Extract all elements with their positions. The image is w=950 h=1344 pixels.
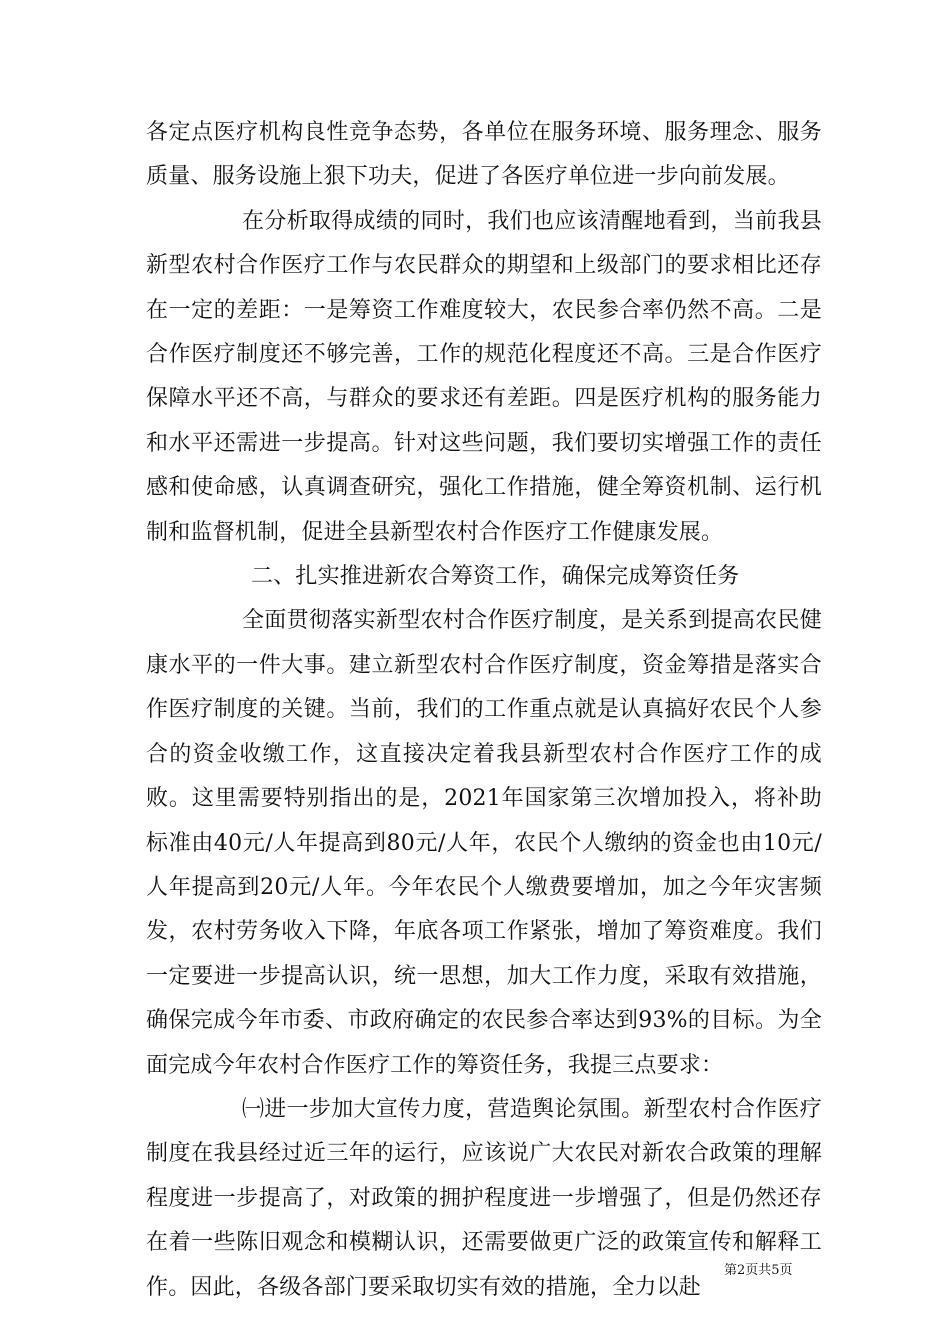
page-number-footer: 第2页共5页	[724, 1263, 793, 1278]
paragraph-continuation: 各定点医疗机构良性竞争态势，各单位在服务环境、服务理念、服务质量、服务设施上狠下功夫，促进了各医疗单位进一步向前发展。	[146, 120, 822, 190]
document-body	[146, 111, 822, 1310]
paragraph-funding: 全面贯彻落实新型农村合作医疗制度，是关系到提高农民健康水平的一件大事。建立新型农村合作医疗制度，资金筹措是落实合作医疗制度的关键。当前，我们的工作重点就是认真搞好农民个人参合的资金收缴工作，这直接决定着我县新型农村合作医疗工作的成败。这里需要特别指出的是，2021年国家第三次增加投入，将补助标准由40元/人年提高到80元/人年，农民个人缴纳的资金也由10元/人年提高到20元/人年。今年农民个人缴费要增加，加之今年灾害频发，农村劳务收入下降，年底各项工作紧张，增加了筹资难度。我们一定要进一步提高认识，统一思想，加大工作力度，采取有效措施，确保完成今年市委、市政府确定的农民参合率达到93%的目标。为全面完成今年农村合作医疗工作的筹资任务，我提三点要求：	[146, 608, 822, 1078]
section-heading: 二、扎实推进新农合筹资工作，确保完成筹资任务	[251, 564, 740, 590]
paragraph-publicity: ㈠进一步加大宣传力度，营造舆论氛围。新型农村合作医疗制度在我县经过近三年的运行，应该说广大农民对新农合政策的理解程度进一步提高了，对政策的拥护程度进一步增强了，但是仍然还存在着一些陈旧观念和模糊认识，还需要做更广泛的政策宣传和解释工作。因此，各级各部门要采取切实有效的措施，全力以赴	[146, 1096, 822, 1300]
paragraph-analysis: 在分析取得成绩的同时，我们也应该清醒地看到，当前我县新型农村合作医疗工作与农民群众的期望和上级部门的要求相比还存在一定的差距：一是筹资工作难度较大，农民参合率仍然不高。二是合作医疗制度还不够完善，工作的规范化程度还不高。三是合作医疗保障水平还不高，与群众的要求还有差距。四是医疗机构的服务能力和水平还需进一步提高。针对这些问题，我们要切实增强工作的责任感和使命感，认真调查研究，强化工作措施，健全筹资机制、运行机制和监督机制，促进全县新型农村合作医疗工作健康发展。	[146, 208, 822, 545]
